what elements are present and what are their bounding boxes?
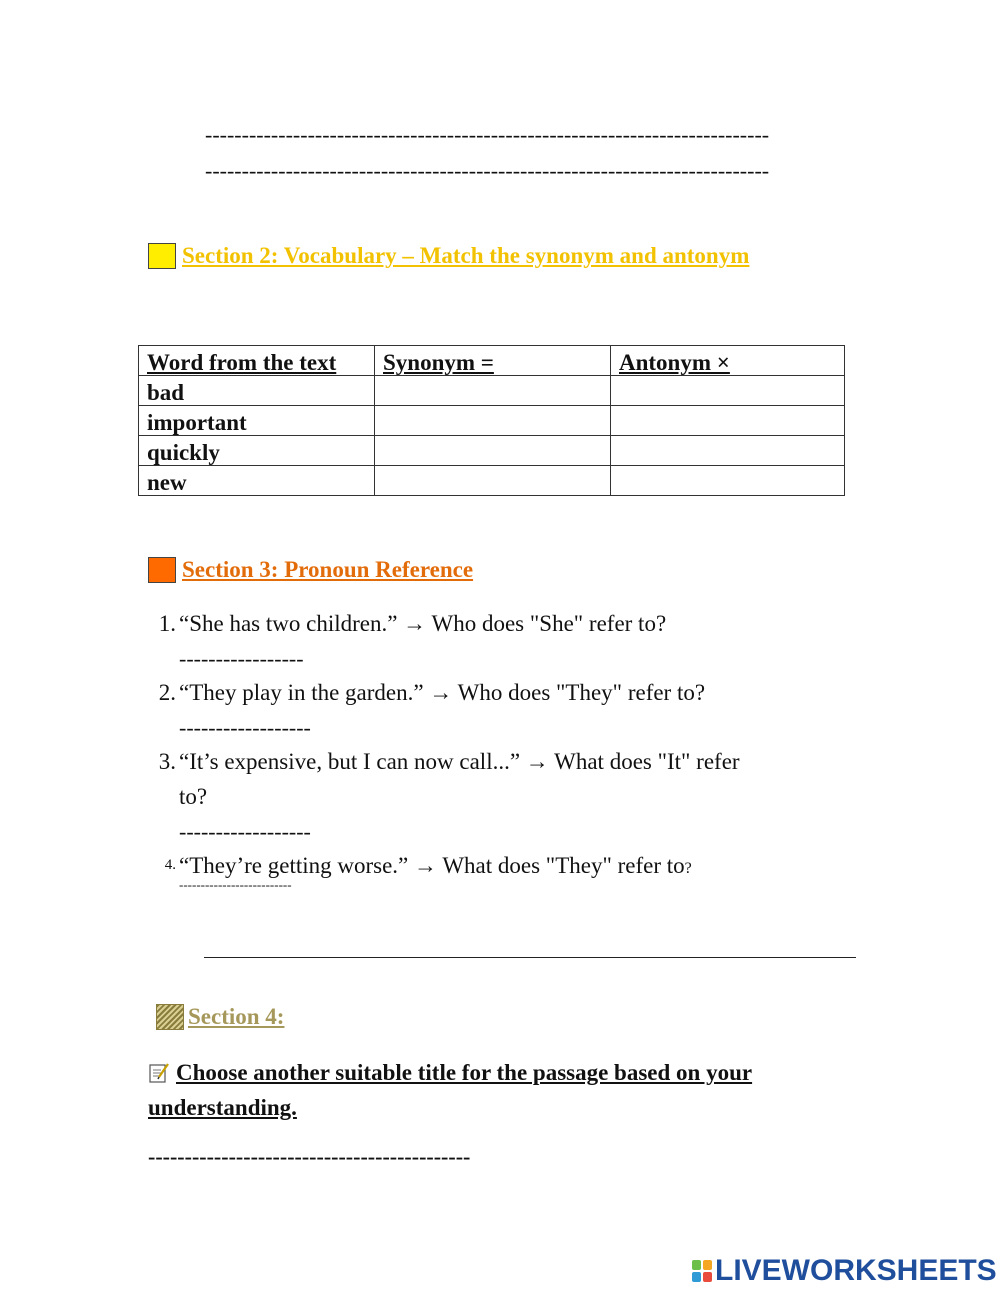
section-2-heading: [148, 243, 749, 269]
answer-line[interactable]: ------------------: [179, 819, 311, 844]
question-number: 4.: [164, 857, 176, 873]
question-2: [148, 675, 868, 745]
answer-line-top-1[interactable]: -----------------------------------------------------------------------------: [205, 122, 770, 147]
yellow-square-icon: [148, 243, 176, 269]
answer-line[interactable]: --------------------------: [179, 877, 292, 892]
table-cell-word: new: [139, 466, 375, 496]
question-text-continued: to?: [179, 784, 208, 809]
question-text: “They play in the garden.” → Who does "They" refer to?: [179, 680, 706, 705]
logo-text: LIVEWORKSHEETS: [715, 1254, 997, 1287]
table-cell-antonym[interactable]: [611, 406, 845, 436]
table-cell-antonym[interactable]: [611, 466, 845, 496]
vocabulary-table: [138, 345, 845, 496]
table-row: [139, 436, 845, 466]
table-cell-synonym[interactable]: [375, 436, 611, 466]
table-cell-synonym[interactable]: [375, 466, 611, 496]
divider-line: [204, 957, 856, 958]
section-4-prompt: [148, 1055, 848, 1125]
table-cell-antonym[interactable]: [611, 376, 845, 406]
logo-blocks-icon: [692, 1260, 712, 1282]
question-text: “It’s expensive, but I can now call...” → What does "It" refer: [179, 749, 740, 774]
table-cell-word: bad: [139, 376, 375, 406]
table-row: [139, 406, 845, 436]
answer-line[interactable]: ------------------: [179, 715, 311, 740]
question-text: “She has two children.” → Who does "She" refer to?: [179, 611, 667, 636]
question-text: “They’re getting worse.” → What does "They" refer to?: [179, 853, 692, 878]
section-4-title: Section 4:: [188, 1004, 285, 1029]
table-cell-word: important: [139, 406, 375, 436]
table-header-antonym: Antonym ×: [611, 346, 845, 376]
answer-line[interactable]: -----------------: [179, 646, 304, 671]
section-2-title: Section 2: Vocabulary – Match the synonym and antonym: [182, 243, 750, 268]
section-4-answer-line[interactable]: --------------------------------------------: [148, 1144, 471, 1169]
table-cell-synonym[interactable]: [375, 406, 611, 436]
section-3-title: Section 3: Pronoun Reference: [182, 557, 474, 582]
table-cell-synonym[interactable]: [375, 376, 611, 406]
question-3: [148, 744, 868, 849]
table-header-word: Word from the text: [139, 346, 375, 376]
section-3-heading: [148, 557, 473, 583]
question-number: 2.: [158, 680, 176, 705]
question-4: [148, 848, 868, 908]
liveworksheets-logo: [692, 1254, 997, 1288]
prompt-line-2: understanding.: [148, 1095, 297, 1120]
table-cell-word: quickly: [139, 436, 375, 466]
section-4-heading: [148, 1004, 284, 1030]
hatched-square-icon: [156, 1004, 184, 1030]
memo-icon: [148, 1062, 170, 1084]
question-number: 3.: [158, 749, 176, 774]
question-number: 1.: [158, 611, 176, 636]
table-row: [139, 376, 845, 406]
table-cell-antonym[interactable]: [611, 436, 845, 466]
table-row: [139, 466, 845, 496]
table-header-synonym: Synonym =: [375, 346, 611, 376]
orange-square-icon: [148, 557, 176, 583]
prompt-line-1: Choose another suitable title for the passage based on your: [148, 1055, 848, 1090]
question-1: [148, 606, 868, 676]
table-header-row: [139, 346, 845, 376]
answer-line-top-2[interactable]: -----------------------------------------------------------------------------: [205, 158, 770, 183]
